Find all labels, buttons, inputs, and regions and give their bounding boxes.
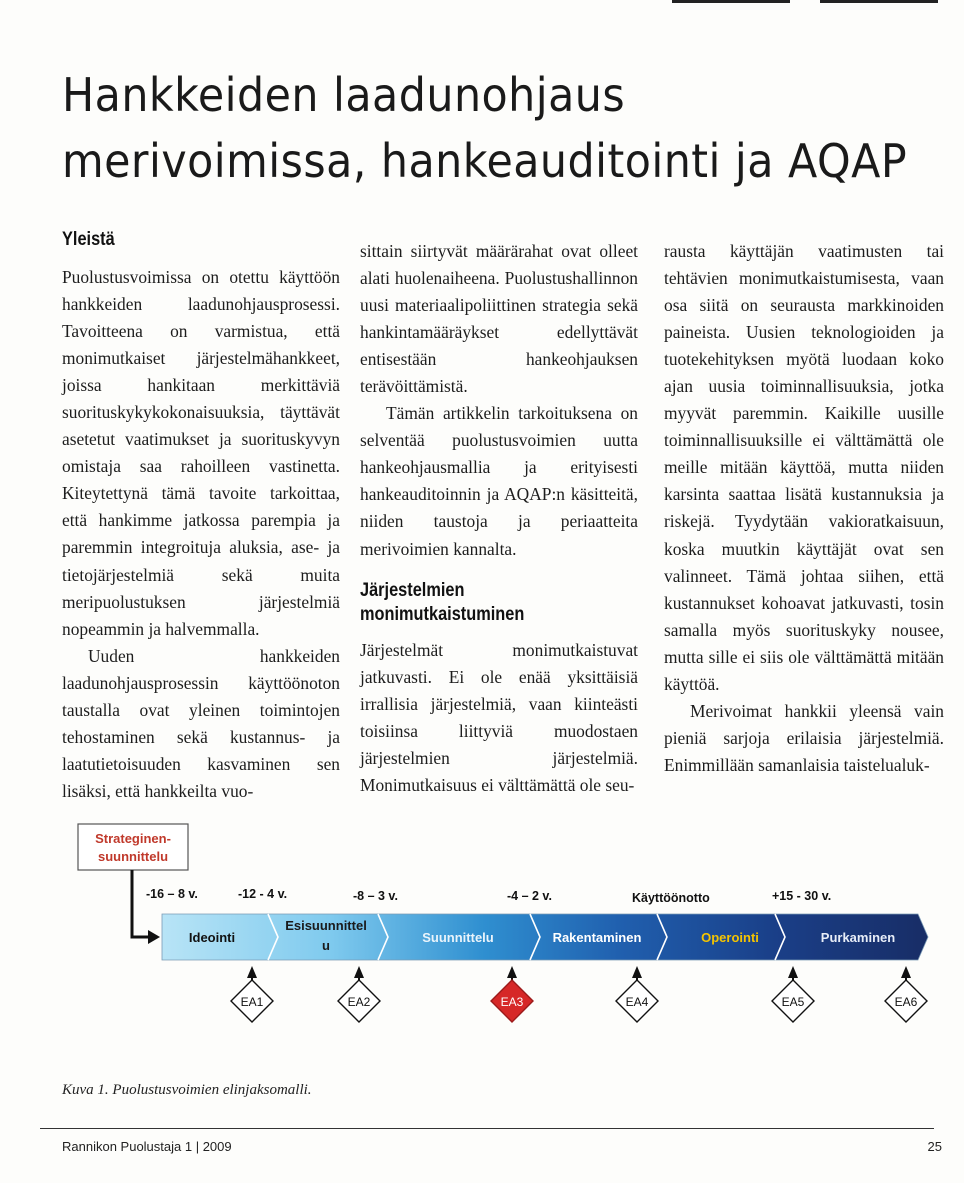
top-rule — [672, 0, 790, 3]
phase-label-ideointi: Ideointi — [188, 930, 236, 945]
paragraph: Järjestelmät monimutkaistuvat jatkuvasti. Ei ole enää yksittäisiä irrallisia järjestelmiä, vaan kiinteästi toisiinsa liittyviä muodostaen järjestelmien järjestelmiä. Monimutkaisuus ei välttämättä ole seu- — [360, 639, 638, 795]
paragraph: sittain siirtyvät määrärahat ovat olleet alati huolenaiheena. Puolustushallinnon uusi materiaalipoliittinen strategia sekä hankintamääräykset edellyttävät entisestään hankeohjauksen terävöittämistä. — [360, 241, 638, 397]
timeline-label: -4 – 2 v. — [507, 889, 552, 903]
audit-ea3 — [491, 966, 533, 1022]
figure-caption: Kuva 1. Puolustusvoimien elinjaksomalli. — [62, 1082, 312, 1098]
section-heading-yleista: Yleistä — [62, 229, 115, 250]
timeline-label: -8 – 3 v. — [353, 889, 398, 903]
title-line-1: Hankkeiden laadunohjaus — [62, 68, 626, 122]
article-title — [62, 62, 908, 194]
section-heading-monimutkaistuminen: Järjestelmien monimutkaistuminen — [360, 579, 525, 625]
timeline-label: +15 - 30 v. — [772, 889, 832, 903]
paragraph: Merivoimat hankkii yleensä vain pieniä sarjoja erilaisia järjestelmiä. Enimmillään samanlaisia taistelualuk- — [664, 700, 944, 775]
timeline-label: -12 - 4 v. — [238, 887, 288, 901]
footer-rule — [40, 1128, 934, 1129]
paragraph: Uuden hankkeiden laadunohjausprosessin käyttöönoton taustalla ovat yleinen toimintojen tehostaminen sekä kustannus- ja laatutietoisuuden kasvaminen sen lisäksi, että hankkeilta vuo- — [62, 645, 340, 801]
paragraph: rausta käyttäjän vaatimusten tai tehtävien monimutkaistumisesta, vaan osa siitä on seurausta markkinoiden paineista. Uusien teknologioiden ja tuotekehityksen myötä luodaan koko ajan uusia toiminnallisuuksia, jotka myyvät paremmin. Kaikille uusille toiminnallisuuksille ei välttämättä ole meille mitään käyttöä, mutta niiden karsinta saattaa lisätä kustannuksia ja riskejä. Tyydytään vakioratkaisuun, koska muutkin käyttäjät ovat sen valinneet. Tämä johtaa siihen, että kustannukset kohoavat jatkuvasti, tosin samalla myös suorituskyky nousee, mutta sille ei siis ole välttämättä mitään käyttöä. — [664, 241, 944, 694]
audit-label: EA3 — [500, 995, 524, 1009]
phase-label-suunnittelu: Suunnittelu — [422, 930, 494, 945]
text-column-1 — [62, 228, 340, 805]
timeline-labels — [146, 887, 831, 905]
audit-ea2 — [338, 966, 380, 1022]
phase-label-esisuunnittelu-end: u — [322, 938, 330, 953]
page-number: 25 — [927, 1139, 942, 1154]
phase-label-purkaminen: Purkaminen — [820, 930, 896, 945]
audit-label: EA2 — [347, 995, 371, 1009]
audit-label: EA6 — [894, 995, 918, 1009]
strategy-box-line-1: Strateginen- — [95, 831, 171, 846]
text-column-3 — [664, 238, 944, 779]
audit-ea5 — [772, 966, 814, 1022]
timeline-label: -16 – 8 v. — [146, 887, 198, 901]
audit-ea1 — [231, 966, 273, 1022]
top-rule — [820, 0, 938, 3]
phase-label-operointi: Operointi — [701, 930, 759, 945]
paragraph: Tämän artikkelin tarkoituksena on selventää puolustusvoimien uutta hankeohjausmallia ja erityisesti hankeauditoinnin ja AQAP:n käsitteitä, niiden taustoja ja periaatteita merivoimien kannalta. — [360, 403, 638, 559]
timeline-label: Käyttöönotto — [632, 891, 710, 905]
audit-ea6 — [885, 966, 927, 1022]
arrow-icon — [148, 930, 160, 944]
paragraph: Puolustusvoimissa on otettu käyttöön hankkeiden laadunohjausprosessi. Tavoitteena on varmistua, että monimutkaiset järjestelmähankkeet, joissa hankitaan merkittäviä suorituskykykokonaisuuksia, täyttävät asetetut vaatimukset ja suorituskyvyn omistaja saa rahoilleen vastinetta. Kiteytettynä tämä tavoite tarkoittaa, että hankimme jatkossa parempia ja paremmin integroituja aluksia, ase- ja tietojärjestelmiä sekä muita meripuolustuksen järjestelmiä nopeammin ja halvemmalla. — [62, 267, 340, 639]
phase-label-rakentaminen: Rakentaminen — [552, 930, 642, 945]
audit-label: EA1 — [240, 995, 264, 1009]
audit-label: EA4 — [625, 995, 649, 1009]
strategy-connector — [132, 870, 148, 937]
lifecycle-diagram — [70, 820, 950, 1025]
publication-name: Rannikon Puolustaja 1 | 2009 — [62, 1139, 232, 1154]
audit-label: EA5 — [781, 995, 805, 1009]
strategy-box-line-2: suunnittelu — [97, 849, 169, 864]
audit-points — [231, 966, 927, 1022]
phase-band — [162, 914, 928, 960]
phase-label-esisuunnittelu: Esisuunnittel — [285, 918, 367, 933]
strategy-box — [78, 824, 188, 870]
text-column-2 — [360, 238, 638, 799]
title-line-2: merivoimissa, hankeauditointi ja AQAP — [62, 134, 908, 188]
audit-ea4 — [616, 966, 658, 1022]
